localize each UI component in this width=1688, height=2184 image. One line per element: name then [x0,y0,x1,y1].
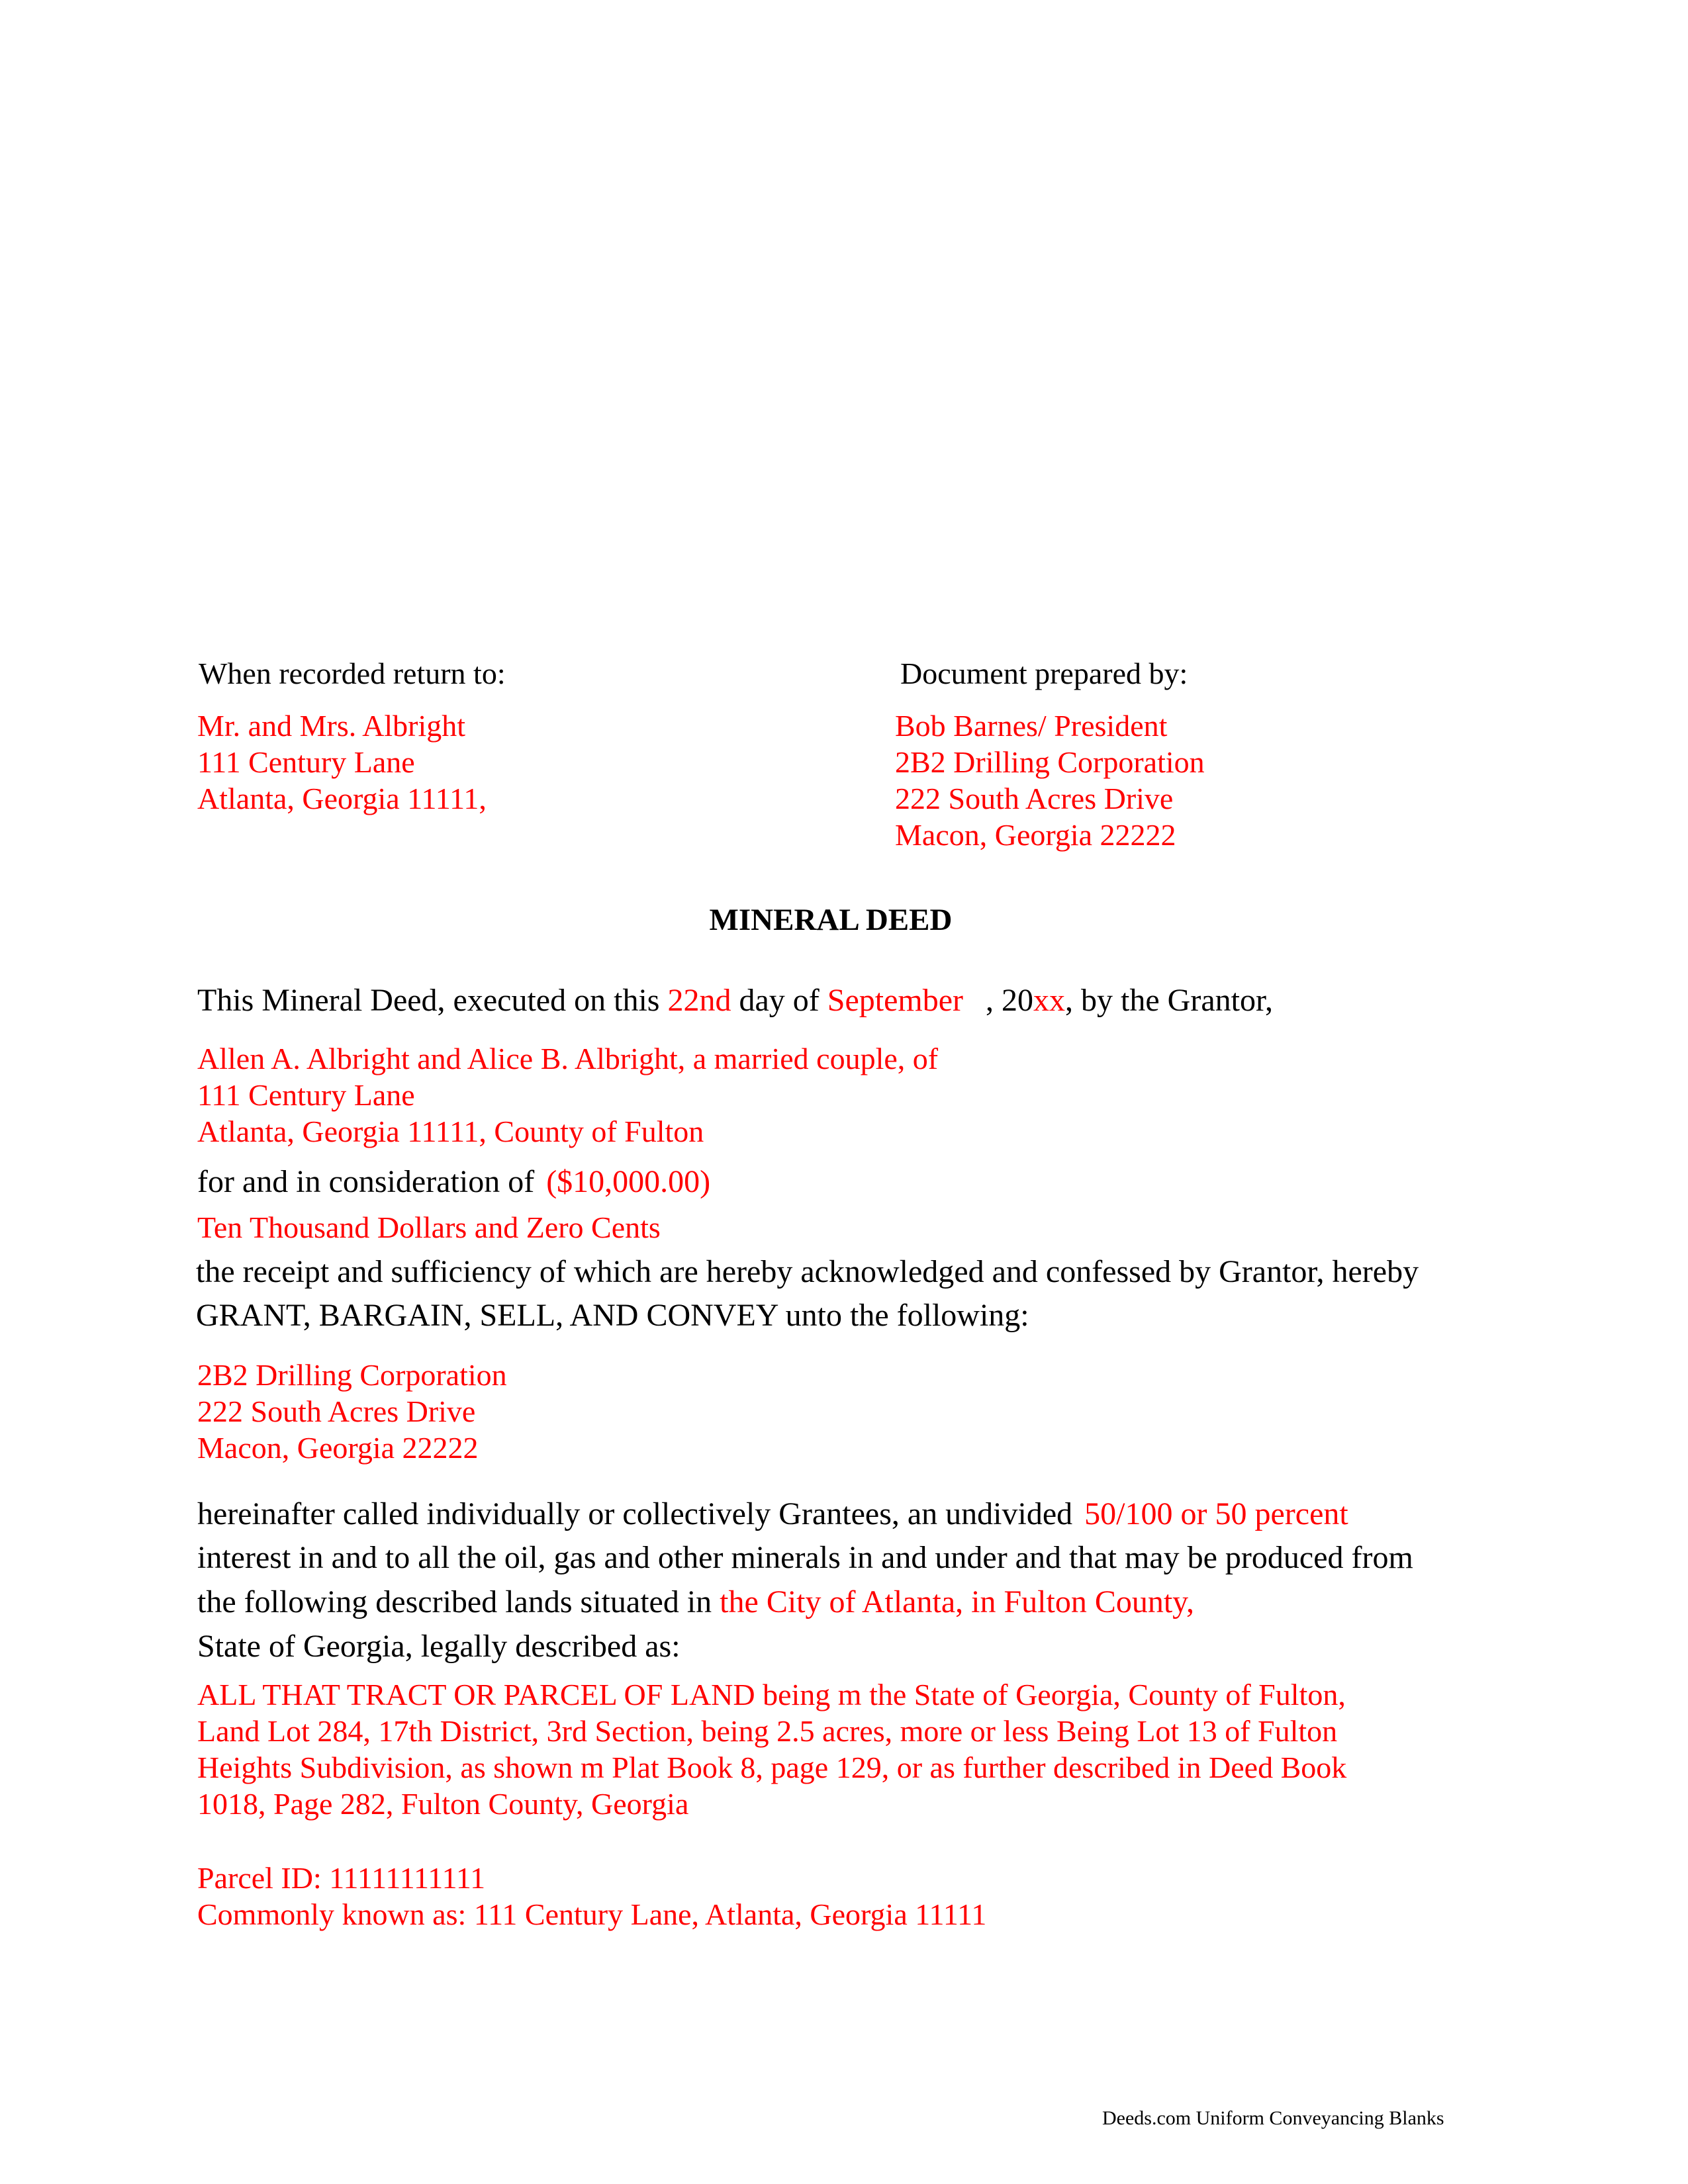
prepared-by-line: Macon, Georgia 22222 [895,818,1176,852]
grantee-block [197,1357,507,1466]
return-to-address [197,707,487,817]
prepared-by-address [895,707,1205,853]
prepared-by-line: Bob Barnes/ President [895,709,1168,743]
interest-lands-prefix: the following described lands situated in [197,1584,712,1619]
return-to-line: 111 Century Lane [197,745,415,779]
commonly-known-as: Commonly known as: 111 Century Lane, Atlanta, Georgia 11111 [197,1897,987,1931]
execution-year: xx [1033,983,1066,1018]
return-to-line: Atlanta, Georgia 11111, [197,782,487,815]
return-to-label: When recorded return to: [199,657,506,690]
intro-suffix: , by the Grantor, [1065,983,1274,1018]
intro-day-of: day of [739,983,820,1018]
interest-line-1 [197,1496,1348,1533]
interest-share: 50/100 or 50 percent [1084,1496,1348,1531]
footer-credit: Deeds.com Uniform Conveyancing Blanks [1102,2107,1444,2129]
parcel-info [197,1860,986,1933]
parcel-id: Parcel ID: 11111111111 [197,1861,486,1895]
execution-day: 22nd [667,983,731,1018]
legal-description [197,1676,1346,1822]
interest-line-2: interest in and to all the oil, gas and other minerals in and under and that may be produced from [197,1540,1413,1575]
intro-line [197,982,1273,1019]
grantor-line: Atlanta, Georgia 11111, County of Fulton [197,1115,704,1148]
consideration-amount: ($10,000.00) [546,1164,711,1199]
receipt-line: GRANT, BARGAIN, SELL, AND CONVEY unto the following: [196,1298,1029,1333]
grantee-line: 222 South Acres Drive [197,1394,476,1428]
intro-year-prefix: , 20 [986,983,1034,1018]
interest-prefix: hereinafter called individually or collectively Grantees, an undivided [197,1496,1073,1531]
prepared-by-label: Document prepared by: [900,657,1188,690]
consideration-words: Ten Thousand Dollars and Zero Cents [197,1210,661,1244]
intro-prefix: This Mineral Deed, executed on this [197,983,660,1018]
grantee-line: Macon, Georgia 22222 [197,1431,479,1465]
interest-line-4: State of Georgia, legally described as: [197,1629,680,1664]
return-to-line: Mr. and Mrs. Albright [197,709,466,743]
legal-description-line: Heights Subdivision, as shown m Plat Book 8, page 129, or as further described in Deed Book [197,1751,1347,1784]
legal-description-line: 1018, Page 282, Fulton County, Georgia [197,1787,689,1821]
grantee-line: 2B2 Drilling Corporation [197,1358,507,1392]
prepared-by-line: 2B2 Drilling Corporation [895,745,1205,779]
document-title: MINERAL DEED [709,903,953,937]
grantor-line: 111 Century Lane [197,1078,415,1112]
consideration-line [197,1163,710,1201]
interest-line-3 [197,1584,1194,1621]
legal-description-line: ALL THAT TRACT OR PARCEL OF LAND being m the State of Georgia, County of Fulton, [197,1678,1346,1711]
consideration-label: for and in consideration of [197,1164,535,1199]
grantor-block [197,1040,938,1150]
legal-description-line: Land Lot 284, 17th District, 3rd Section, being 2.5 acres, more or less Being Lot 13 of Fulton [197,1714,1338,1748]
execution-month: September [827,983,964,1018]
prepared-by-line: 222 South Acres Drive [895,782,1174,815]
receipt-line: the receipt and sufficiency of which are hereby acknowledged and confessed by Grantor, hereby [196,1254,1419,1289]
interest-location: the City of Atlanta, in Fulton County, [720,1584,1195,1619]
grantor-line: Allen A. Albright and Alice B. Albright, a married couple, of [197,1042,939,1075]
